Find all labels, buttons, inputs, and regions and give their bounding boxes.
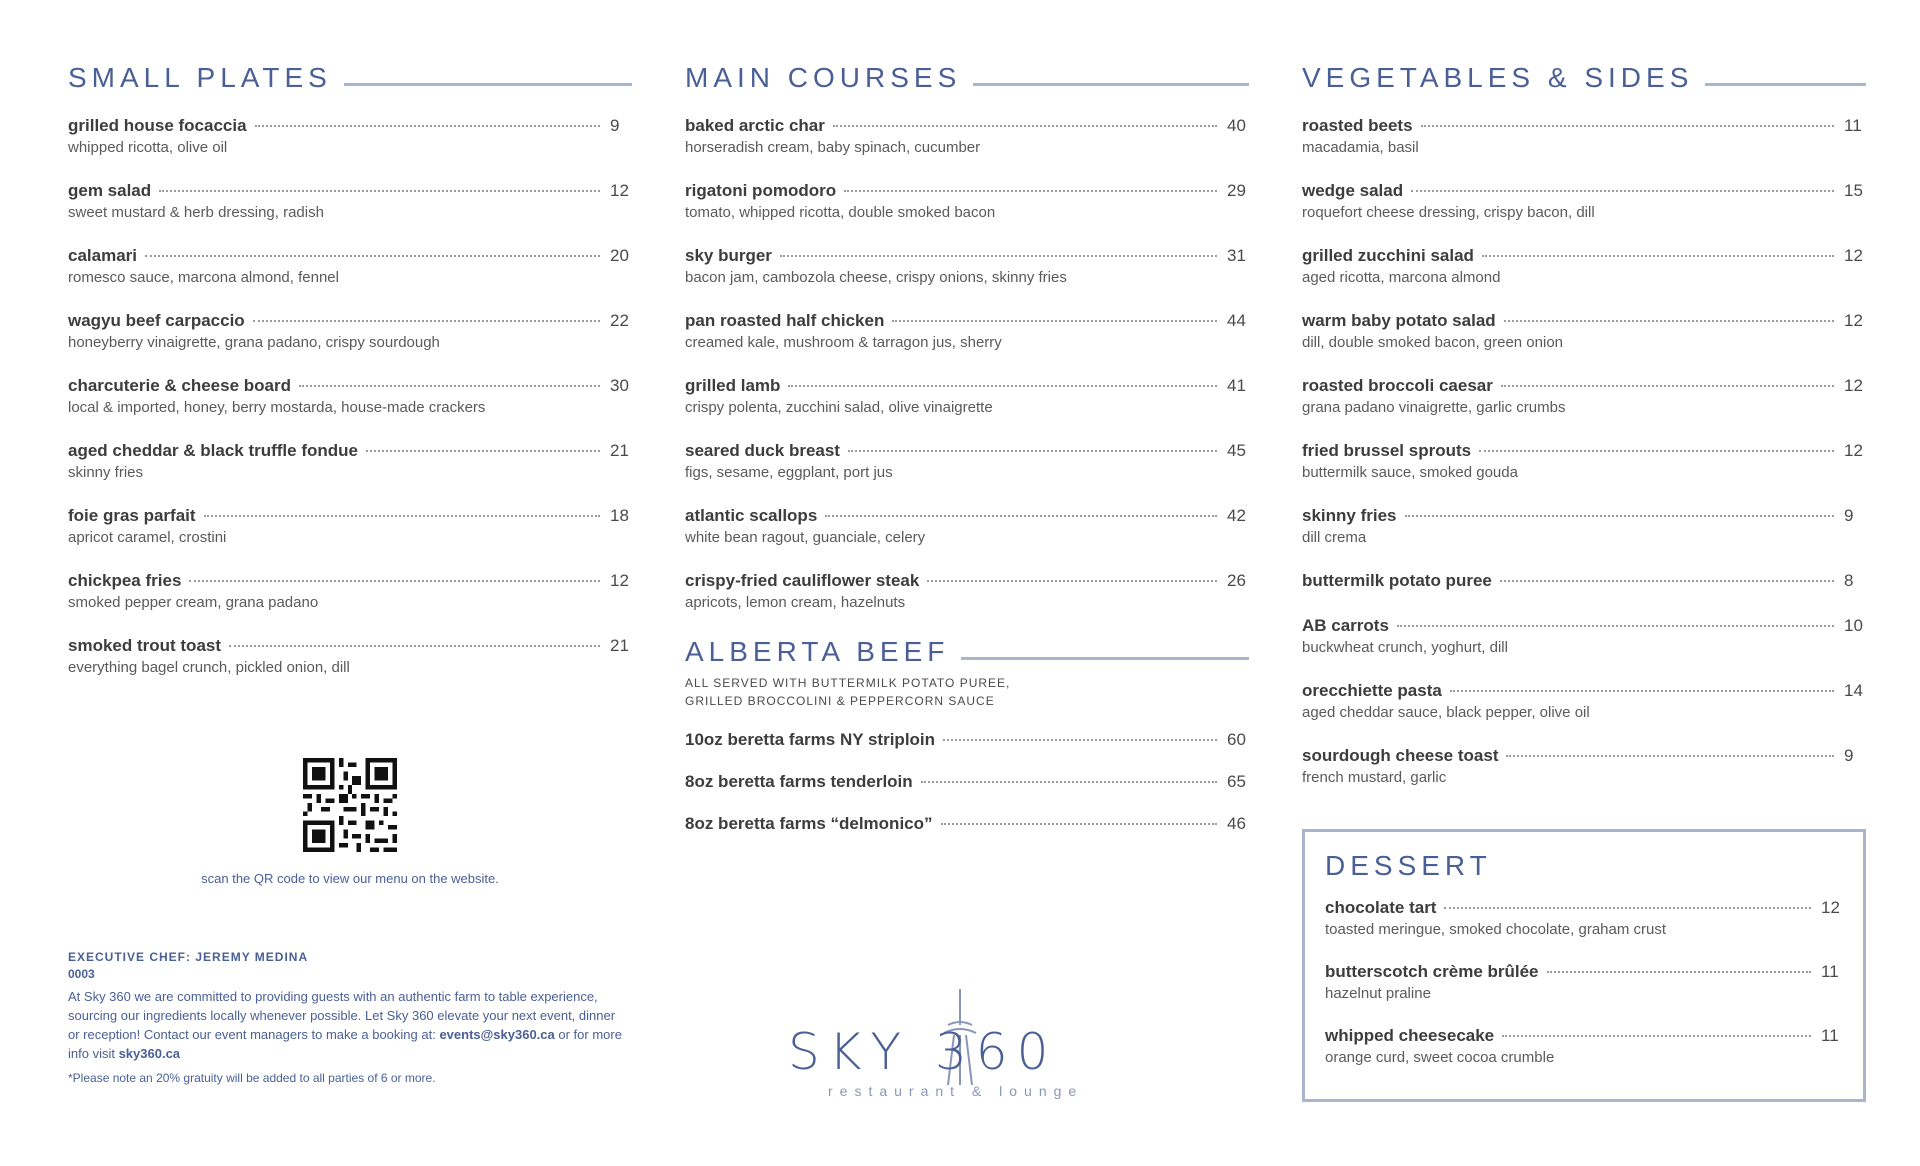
menu-item-line: [1302, 246, 1866, 266]
menu-item-price: 45: [1227, 441, 1246, 460]
dot-leader: [788, 385, 1217, 387]
menu-item-description: figs, sesame, eggplant, port jus: [685, 464, 893, 481]
alberta-beef-header: [685, 636, 1249, 668]
menu-item-description: sweet mustard & herb dressing, radish: [68, 204, 324, 221]
menu-item: [68, 506, 632, 546]
menu-item: [685, 441, 1249, 481]
dot-leader: [145, 255, 600, 257]
dot-leader: [943, 739, 1217, 741]
menu-item-description: buttermilk sauce, smoked gouda: [1302, 464, 1518, 481]
menu-item-name: orecchiette pasta: [1302, 681, 1442, 700]
menu-item-price: 29: [1227, 181, 1246, 200]
menu-item: [68, 181, 632, 221]
qr-block: [68, 758, 632, 886]
menu-item-price: 12: [1844, 441, 1863, 460]
menu-item-price: 12: [1844, 376, 1863, 395]
menu-item-line: [68, 636, 632, 656]
alberta-beef-list: [685, 730, 1249, 834]
dessert-header: [1325, 850, 1843, 882]
menu-item: [1302, 311, 1866, 351]
menu-item-price: 11: [1821, 962, 1839, 981]
menu-item-description: hazelnut praline: [1325, 985, 1431, 1002]
menu-item-name: gem salad: [68, 181, 152, 200]
dot-leader: [1397, 625, 1834, 627]
menu-item: [1302, 506, 1866, 546]
sky360-logo: [780, 985, 1160, 1105]
menu-item: [685, 116, 1249, 156]
menu-item-description: aged cheddar sauce, black pepper, olive oil: [1302, 704, 1590, 721]
menu-item: [685, 772, 1249, 792]
menu-item-name: smoked trout toast: [68, 636, 222, 655]
section-rule: [344, 83, 632, 86]
gratuity-note: *Please note an 20% gratuity will be added to all parties of 6 or more.: [68, 1071, 436, 1085]
menu-item-line: [68, 571, 632, 591]
menu-item-line: [1325, 898, 1843, 918]
dot-leader: [1501, 385, 1834, 387]
menu-item: [685, 506, 1249, 546]
menu-item: [1302, 116, 1866, 156]
menu-item-line: [685, 730, 1249, 750]
menu-item-price: 11: [1821, 1026, 1839, 1045]
section-title-vegetables-sides: VEGETABLES & SIDES: [1302, 62, 1694, 93]
vegetables-sides-header: [1302, 62, 1866, 94]
dot-leader: [1547, 971, 1811, 973]
menu-item-description: orange curd, sweet cocoa crumble: [1325, 1049, 1555, 1066]
menu-item-line: [1302, 311, 1866, 331]
section-title-small-plates: SMALL PLATES: [68, 62, 332, 93]
qr-code-icon[interactable]: [303, 758, 397, 852]
menu-item-name: 10oz beretta farms NY striploin: [685, 730, 936, 749]
dot-leader: [159, 190, 600, 192]
note-line: ALL SERVED WITH BUTTERMILK POTATO PUREE,: [685, 676, 1011, 690]
logo-tagline: restaurant & lounge: [828, 1083, 1084, 1099]
menu-item: [685, 246, 1249, 286]
menu-item-price: 42: [1227, 506, 1246, 525]
menu-item-price: 46: [1227, 814, 1246, 833]
menu-item-line: [685, 246, 1249, 266]
vegetables-sides-list: [1302, 116, 1866, 786]
menu-item: [685, 814, 1249, 834]
dot-leader: [1444, 907, 1811, 909]
menu-item-price: 15: [1844, 181, 1863, 200]
menu-item-description: creamed kale, mushroom & tarragon jus, sherry: [685, 334, 1002, 351]
menu-item-line: [68, 181, 632, 201]
chef-info: [68, 950, 628, 1085]
menu-item-line: [685, 116, 1249, 136]
dot-leader: [825, 515, 1217, 517]
menu-item-price: 8: [1844, 571, 1854, 590]
menu-item-name: skinny fries: [1302, 506, 1397, 525]
menu-item-name: chocolate tart: [1325, 898, 1437, 917]
section-title-dessert: DESSERT: [1325, 850, 1492, 881]
menu-item-line: [685, 571, 1249, 591]
dot-leader: [1479, 450, 1834, 452]
menu-item: [1302, 616, 1866, 656]
dot-leader: [299, 385, 600, 387]
menu-item-description: french mustard, garlic: [1302, 769, 1447, 786]
menu-item-line: [1302, 681, 1866, 701]
menu-item-line: [68, 116, 632, 136]
menu-item-description: apricot caramel, crostini: [68, 529, 227, 546]
section-rule: [1705, 83, 1866, 86]
menu-item-price: 10: [1844, 616, 1863, 635]
menu-item-price: 18: [610, 506, 629, 525]
menu-item-name: wedge salad: [1302, 181, 1404, 200]
menu-item-line: [68, 311, 632, 331]
menu-item: [68, 116, 632, 156]
menu-item: [1302, 571, 1866, 591]
menu-item-line: [685, 772, 1249, 792]
menu-item: [1325, 898, 1843, 938]
dot-leader: [927, 580, 1217, 582]
menu-item-description: horseradish cream, baby spinach, cucumber: [685, 139, 981, 156]
menu-item-line: [685, 506, 1249, 526]
blurb-text: At Sky 360 we are committed to providing guests with an authentic farm to table experience, sourcing our ingredients locally whenever possible. Let Sky 360 elevate your next event, dinner or reception! Contact our event managers to make a booking at:: [68, 989, 616, 1042]
menu-item: [68, 441, 632, 481]
menu-item: [68, 311, 632, 351]
menu-item: [1325, 962, 1843, 1002]
chef-title: EXECUTIVE CHEF: JEREMY MEDINA: [68, 950, 309, 964]
dot-leader: [255, 125, 600, 127]
menu-item-description: local & imported, honey, berry mostarda, house-made crackers: [68, 399, 486, 416]
menu-item-name: seared duck breast: [685, 441, 840, 460]
menu-item: [1302, 181, 1866, 221]
menu-item-name: grilled house focaccia: [68, 116, 247, 135]
main-courses-header: [685, 62, 1249, 94]
dot-leader: [848, 450, 1217, 452]
menu-item: [685, 181, 1249, 221]
website-link[interactable]: sky360.ca: [118, 1046, 181, 1061]
dot-leader: [253, 320, 600, 322]
menu-item-line: [1302, 616, 1866, 636]
menu-item-description: dill, double smoked bacon, green onion: [1302, 334, 1564, 351]
menu-item-name: baked arctic char: [685, 116, 825, 135]
menu-item: [1325, 1026, 1843, 1066]
menu-item: [685, 376, 1249, 416]
menu-item: [68, 246, 632, 286]
menu-item-description: crispy polenta, zucchini salad, olive vinaigrette: [685, 399, 993, 416]
menu-item-line: [1302, 181, 1866, 201]
menu-item-name: pan roasted half chicken: [685, 311, 885, 330]
menu-item-name: grilled zucchini salad: [1302, 246, 1474, 265]
menu-item-price: 22: [610, 311, 629, 330]
menu-item-name: aged cheddar & black truffle fondue: [68, 441, 358, 460]
menu-item-name: grilled lamb: [685, 376, 781, 395]
menu-item-description: tomato, whipped ricotta, double smoked bacon: [685, 204, 996, 221]
menu-item: [685, 730, 1249, 750]
menu-item-name: 8oz beretta farms tenderloin: [685, 772, 913, 791]
menu-item: [1302, 746, 1866, 786]
menu-item-line: [1302, 441, 1866, 461]
menu-item-name: sky burger: [685, 246, 772, 265]
alberta-beef-note: [685, 674, 1249, 710]
dot-leader: [1482, 255, 1834, 257]
menu-item-price: 12: [1821, 898, 1840, 917]
section-rule: [973, 83, 1249, 86]
menu-item-name: butterscotch crème brûlée: [1325, 962, 1539, 981]
menu-item-price: 9: [1844, 746, 1854, 765]
menu-item-name: chickpea fries: [68, 571, 182, 590]
menu-item-line: [1302, 746, 1866, 766]
section-title-main-courses: MAIN COURSES: [685, 62, 962, 93]
menu-item-line: [1325, 1026, 1843, 1046]
menu-item-description: apricots, lemon cream, hazelnuts: [685, 594, 906, 611]
small-plates-list: [68, 116, 632, 676]
menu-item-line: [68, 376, 632, 396]
dot-leader: [921, 781, 1217, 783]
dot-leader: [1421, 125, 1834, 127]
events-email-link[interactable]: events@sky360.ca: [439, 1027, 555, 1042]
menu-item: [1302, 376, 1866, 416]
menu-item-line: [1302, 116, 1866, 136]
main-courses-column: [685, 0, 1249, 856]
menu-item-description: everything bagel crunch, pickled onion, dill: [68, 659, 350, 676]
menu-item-name: fried brussel sprouts: [1302, 441, 1472, 460]
note-line: GRILLED BROCCOLINI & PEPPERCORN SAUCE: [685, 694, 995, 708]
dot-leader: [1405, 515, 1835, 517]
menu-item-name: whipped cheesecake: [1325, 1026, 1495, 1045]
menu-item-price: 41: [1227, 376, 1246, 395]
menu-item: [68, 376, 632, 416]
alberta-beef-section: [685, 636, 1249, 834]
menu-item-name: calamari: [68, 246, 137, 265]
menu-item-description: whipped ricotta, olive oil: [68, 139, 228, 156]
dot-leader: [189, 580, 600, 582]
menu-item-name: roasted beets: [1302, 116, 1413, 135]
menu-item-description: grana padano vinaigrette, garlic crumbs: [1302, 399, 1566, 416]
menu-item-line: [1302, 376, 1866, 396]
menu-item-line: [1325, 962, 1843, 982]
dessert-box: [1302, 829, 1866, 1102]
menu-item-line: [1302, 571, 1866, 591]
menu-item-line: [685, 814, 1249, 834]
menu-item-line: [68, 246, 632, 266]
menu-item-description: honeyberry vinaigrette, grana padano, crispy sourdough: [68, 334, 440, 351]
dot-leader: [1450, 690, 1834, 692]
dot-leader: [1411, 190, 1834, 192]
dot-leader: [844, 190, 1217, 192]
menu-item-description: buckwheat crunch, yoghurt, dill: [1302, 639, 1508, 656]
menu-item: [68, 636, 632, 676]
dot-leader: [941, 823, 1217, 825]
menu-item-price: 44: [1227, 311, 1246, 330]
dot-leader: [204, 515, 600, 517]
menu-item-description: dill crema: [1302, 529, 1367, 546]
dot-leader: [1504, 320, 1834, 322]
dot-leader: [1502, 1035, 1811, 1037]
menu-item-price: 12: [610, 571, 629, 590]
dessert-list: [1325, 898, 1843, 1066]
chef-blurb: [68, 987, 628, 1063]
menu-item-price: 12: [1844, 311, 1863, 330]
menu-item-line: [1302, 506, 1866, 526]
blurb-text: or for more info visit: [68, 1027, 622, 1061]
menu-item-name: wagyu beef carpaccio: [68, 311, 245, 330]
menu-item-name: buttermilk potato puree: [1302, 571, 1492, 590]
vegetables-sides-column: [1302, 0, 1866, 811]
menu-item-line: [685, 181, 1249, 201]
menu-item-price: 60: [1227, 730, 1246, 749]
menu-item-description: skinny fries: [68, 464, 144, 481]
menu-item-price: 21: [610, 441, 629, 460]
menu-item-price: 11: [1844, 116, 1862, 135]
menu-item-name: 8oz beretta farms “delmonico”: [685, 814, 933, 833]
dot-leader: [366, 450, 600, 452]
dot-leader: [892, 320, 1217, 322]
menu-item-price: 12: [1844, 246, 1863, 265]
menu-item-price: 14: [1844, 681, 1863, 700]
menu-item-price: 9: [610, 116, 620, 135]
qr-caption: scan the QR code to view our menu on the website.: [201, 871, 499, 886]
menu-item-price: 40: [1227, 116, 1246, 135]
menu-item-description: white bean ragout, guanciale, celery: [685, 529, 926, 546]
menu-item: [685, 311, 1249, 351]
menu-item-price: 20: [610, 246, 629, 265]
dot-leader: [229, 645, 600, 647]
menu-item-name: rigatoni pomodoro: [685, 181, 837, 200]
menu-item-description: aged ricotta, marcona almond: [1302, 269, 1501, 286]
section-rule: [961, 657, 1249, 660]
menu-item-price: 12: [610, 181, 629, 200]
menu-item: [1302, 681, 1866, 721]
menu-item-description: romesco sauce, marcona almond, fennel: [68, 269, 339, 286]
menu-item-description: toasted meringue, smoked chocolate, graham crust: [1325, 921, 1667, 938]
menu-item-line: [68, 441, 632, 461]
menu-item-line: [685, 376, 1249, 396]
menu-item-description: macadamia, basil: [1302, 139, 1419, 156]
menu-item-description: bacon jam, cambozola cheese, crispy onions, skinny fries: [685, 269, 1067, 286]
menu-item: [1302, 441, 1866, 481]
menu-item: [68, 571, 632, 611]
menu-item-line: [68, 506, 632, 526]
menu-item-line: [685, 441, 1249, 461]
menu-item-price: 65: [1227, 772, 1246, 791]
menu-item-line: [685, 311, 1249, 331]
dot-leader: [1500, 580, 1834, 582]
small-plates-column: [68, 0, 632, 701]
menu-item-name: atlantic scallops: [685, 506, 818, 525]
menu-item: [685, 571, 1249, 611]
dot-leader: [833, 125, 1217, 127]
menu-item-price: 30: [610, 376, 629, 395]
menu-item-description: smoked pepper cream, grana padano: [68, 594, 319, 611]
chef-code: 0003: [68, 967, 95, 981]
dot-leader: [1506, 755, 1834, 757]
menu-item: [1302, 246, 1866, 286]
section-title-alberta-beef: ALBERTA BEEF: [685, 636, 950, 667]
menu-item-name: AB carrots: [1302, 616, 1389, 635]
dot-leader: [780, 255, 1217, 257]
menu-item-price: 26: [1227, 571, 1246, 590]
menu-item-price: 31: [1227, 246, 1246, 265]
menu-item-description: roquefort cheese dressing, crispy bacon, dill: [1302, 204, 1595, 221]
menu-item-price: 21: [610, 636, 629, 655]
menu-item-name: warm baby potato salad: [1302, 311, 1496, 330]
menu-item-name: charcuterie & cheese board: [68, 376, 291, 395]
logo-wordmark: SKY 360: [788, 1023, 1058, 1081]
menu-item-name: crispy-fried cauliflower steak: [685, 571, 920, 590]
main-courses-list: [685, 116, 1249, 611]
menu-item-price: 9: [1844, 506, 1854, 525]
menu-item-name: sourdough cheese toast: [1302, 746, 1499, 765]
menu-item-name: foie gras parfait: [68, 506, 196, 525]
menu-item-name: roasted broccoli caesar: [1302, 376, 1493, 395]
small-plates-header: [68, 62, 632, 94]
